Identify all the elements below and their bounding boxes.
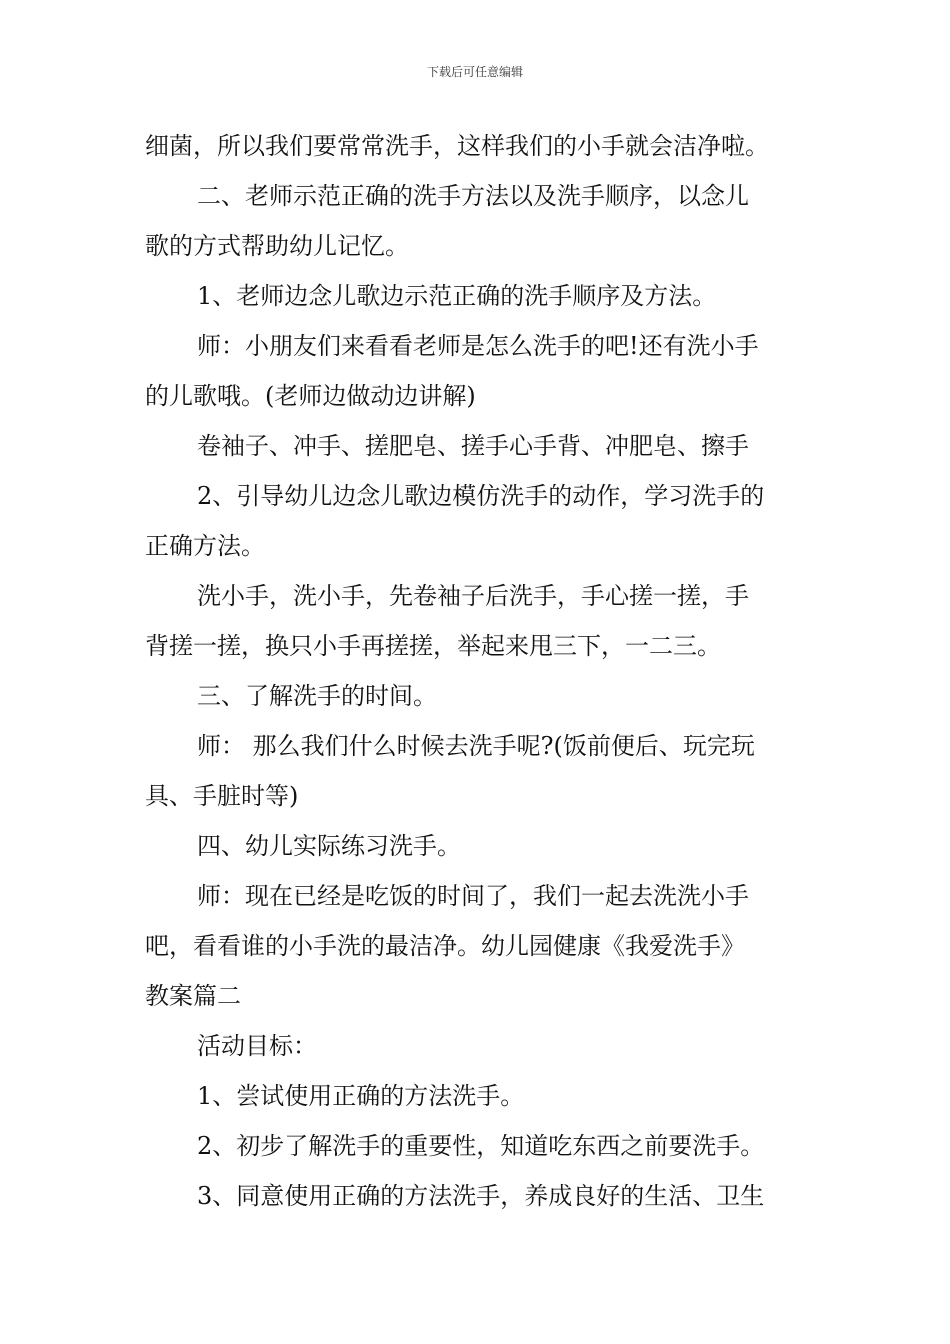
text-line: 背搓一搓，换只小手再搓搓，举起来甩三下，一二三。 bbox=[145, 632, 721, 660]
text-line: 1、老师边念儿歌边示范正确的洗手顺序及方法。 bbox=[197, 282, 717, 310]
text-line: 吧，看看谁的小手洗的最洁净。幼儿园健康《我爱洗手》 bbox=[145, 932, 745, 960]
text-line: 二、老师示范正确的洗手方法以及洗手顺序，以念儿 bbox=[197, 182, 749, 210]
text-line: 细菌，所以我们要常常洗手，这样我们的小手就会洁净啦。 bbox=[145, 132, 769, 160]
text-line: 歌的方式帮助幼儿记忆。 bbox=[145, 232, 409, 260]
text-line: 正确方法。 bbox=[145, 532, 265, 560]
text-line: 师： 那么我们什么时候去洗手呢?(饭前便后、玩完玩 bbox=[197, 732, 755, 760]
text-line: 卷袖子、冲手、搓肥皂、搓手心手背、冲肥皂、擦手 bbox=[197, 432, 749, 460]
text-line: 2、引导幼儿边念儿歌边模仿洗手的动作，学习洗手的 bbox=[197, 482, 765, 510]
text-line: 教案篇二 bbox=[145, 982, 241, 1010]
text-line: 洗小手，洗小手，先卷袖子后洗手，手心搓一搓，手 bbox=[197, 582, 749, 610]
text-line: 四、幼儿实际练习洗手。 bbox=[197, 832, 461, 860]
text-line: 1、尝试使用正确的方法洗手。 bbox=[197, 1082, 525, 1110]
text-line: 具、手脏时等) bbox=[145, 782, 299, 810]
text-line: 师：小朋友们来看看老师是怎么洗手的吧!还有洗小手 bbox=[197, 332, 759, 360]
page-header: 下载后可任意编辑 bbox=[426, 65, 523, 79]
text-line: 的儿歌哦。(老师边做动边讲解) bbox=[145, 382, 476, 410]
text-line: 2、初步了解洗手的重要性，知道吃东西之前要洗手。 bbox=[197, 1132, 765, 1160]
text-line: 师：现在已经是吃饭的时间了，我们一起去洗洗小手 bbox=[197, 882, 749, 910]
text-line: 3、同意使用正确的方法洗手，养成良好的生活、卫生 bbox=[197, 1182, 765, 1210]
text-line: 三、了解洗手的时间。 bbox=[197, 682, 437, 710]
text-line: 活动目标： bbox=[197, 1032, 317, 1060]
document-body bbox=[145, 121, 810, 1221]
